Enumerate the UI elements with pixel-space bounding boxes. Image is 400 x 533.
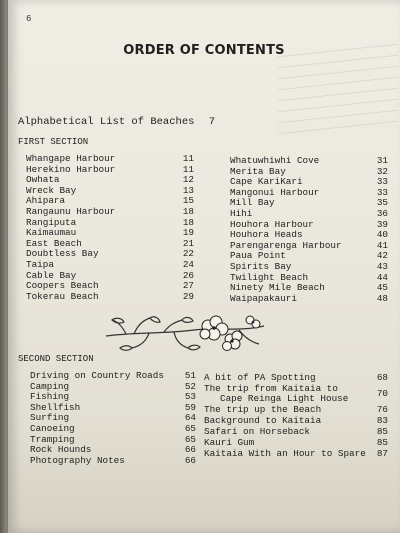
toc-entry-page: 39 xyxy=(376,218,388,230)
toc-entry-page: 36 xyxy=(376,208,388,219)
toc-entry-title: Driving on Country Roads xyxy=(30,370,164,381)
toc-entry-page: 66 xyxy=(184,444,196,456)
toc-entry-title: Kauri Gum xyxy=(204,437,255,448)
alphabetical-list-label: Alphabetical List of Beaches xyxy=(18,116,195,128)
toc-entry-title: Waipapakauri xyxy=(230,292,297,304)
toc-entry-title: Mill Bay xyxy=(230,197,275,209)
toc-entry-title: Paua Point xyxy=(230,250,286,262)
toc-entry-title: Cape Reinga Light House xyxy=(220,393,349,404)
toc-entry-title: Owhata xyxy=(26,174,60,186)
toc-entry-title: Doubtless Bay xyxy=(26,248,99,260)
toc-entry-title: Cape KariKari xyxy=(230,176,303,188)
toc-entry-page: 35 xyxy=(376,197,388,209)
toc-entry-page: 18 xyxy=(182,216,194,228)
toc-entry-title: Herekino Harbour xyxy=(26,163,116,175)
toc-entry-title: Ninety Mile Beach xyxy=(230,282,325,294)
page-number: 6 xyxy=(26,14,32,24)
toc-entry-page: 44 xyxy=(376,271,388,283)
toc-entry-title: Spirits Bay xyxy=(230,261,292,272)
page-title: ORDER OF CONTENTS xyxy=(123,43,285,58)
toc-entry-title: Camping xyxy=(30,380,70,392)
toc-entry-page: 64 xyxy=(184,412,196,424)
toc-entry-page: 45 xyxy=(376,282,388,294)
toc-entry-title: Tokerau Beach xyxy=(26,290,99,302)
toc-entry-title: Kaitaia With an Hour to Spare xyxy=(204,448,366,459)
toc-entry-page: 40 xyxy=(376,229,388,241)
toc-entry-title: Fishing xyxy=(30,391,70,403)
toc-entry-page: 76 xyxy=(376,404,388,415)
toc-entry-title: Surfing xyxy=(30,412,70,424)
toc-entry-page: 85 xyxy=(376,426,388,437)
toc-entry-page: 29 xyxy=(182,290,194,302)
toc-entry-title: Kaimaumau xyxy=(26,227,77,239)
toc-entry-title: Taipa xyxy=(26,259,54,270)
toc-entry-title: Whangape Harbour xyxy=(26,153,116,164)
toc-entry-page: 27 xyxy=(182,280,194,292)
toc-entry-title: Merita Bay xyxy=(230,165,286,177)
toc-entry-title: Tramping xyxy=(30,433,75,445)
toc-entry-page: 11 xyxy=(182,153,194,164)
floral-ornament xyxy=(104,312,274,358)
toc-entry-page: 87 xyxy=(376,448,388,459)
toc-entry-title: Mangonui Harbour xyxy=(230,186,320,198)
toc-entry-page: 13 xyxy=(182,184,194,196)
toc-entry-title: Safari on Horseback xyxy=(204,426,311,437)
toc-entry-title: The trip up the Beach xyxy=(204,404,322,415)
toc-entry-page: 68 xyxy=(376,372,388,383)
toc-entry-page: 32 xyxy=(376,165,388,177)
toc-entry-title: Rangiputa xyxy=(26,216,77,228)
toc-entry-page: 43 xyxy=(376,261,388,272)
alphabetical-list-entry xyxy=(18,116,215,128)
toc-entry-page: 85 xyxy=(376,437,388,448)
toc-entry-title: Shellfish xyxy=(30,401,81,413)
toc-entry-page: 66 xyxy=(184,454,196,466)
toc-entry-title: The trip from Kaitaia to xyxy=(204,383,338,394)
second-section-heading: SECOND SECTION xyxy=(18,354,94,364)
toc-entry-title: Photography Notes xyxy=(30,454,125,466)
toc-entry-title: Rock Hounds xyxy=(30,444,92,456)
toc-entry-title: Cable Bay xyxy=(26,269,77,281)
toc-entry-title: Parengarenga Harbour xyxy=(230,239,342,251)
toc-entry-page: 53 xyxy=(184,391,196,403)
toc-entry-title: Twilight Beach xyxy=(230,271,309,283)
book-page xyxy=(8,0,400,533)
toc-entry-page: 33 xyxy=(376,176,388,188)
toc-entry-page: 21 xyxy=(182,237,194,249)
toc-entry-page: 26 xyxy=(182,269,194,281)
toc-entry-title: Whatuwhiwhi Cove xyxy=(230,155,320,166)
alphabetical-list-page: 7 xyxy=(208,116,216,128)
toc-entry-page: 83 xyxy=(376,415,388,426)
toc-entry-title: A bit of PA Spotting xyxy=(204,372,316,383)
toc-entry-page: 15 xyxy=(182,195,194,207)
toc-entry-page: 70 xyxy=(376,388,388,399)
toc-entry-page: 22 xyxy=(182,248,194,260)
toc-entry-page: 59 xyxy=(184,401,196,413)
first-section-heading: FIRST SECTION xyxy=(18,137,89,147)
toc-entry-page: 41 xyxy=(376,239,388,251)
toc-entry-page: 24 xyxy=(182,259,194,270)
toc-entry-page: 65 xyxy=(184,423,196,434)
toc-entry-page: 33 xyxy=(376,186,388,198)
toc-entry-title: East Beach xyxy=(26,237,82,249)
toc-entry-title: Background to Kaitaia xyxy=(204,415,322,426)
toc-entry-title: Coopers Beach xyxy=(26,280,99,292)
toc-entry-page: 11 xyxy=(182,163,194,175)
toc-entry-page: 42 xyxy=(376,250,388,262)
toc-entry-page: 65 xyxy=(184,433,196,445)
toc-entry-title: Hihi xyxy=(230,208,253,219)
toc-entry-page: 19 xyxy=(182,227,194,239)
toc-entry-page: 48 xyxy=(376,292,388,304)
toc-entry-page: 18 xyxy=(182,206,194,217)
toc-entry-title: Rangaunu Harbour xyxy=(26,206,116,217)
toc-entry-title: Houhora Harbour xyxy=(230,218,314,230)
toc-entry-title: Ahipara xyxy=(26,195,66,207)
toc-entry-title: Canoeing xyxy=(30,423,75,434)
toc-entry-page: 52 xyxy=(184,380,196,392)
toc-entry-title: Houhora Heads xyxy=(230,229,303,241)
toc-entry-page: 12 xyxy=(182,174,194,186)
toc-entry-page: 31 xyxy=(376,155,388,166)
toc-entry-title: Wreck Bay xyxy=(26,184,77,196)
toc-entry-page: 51 xyxy=(184,370,196,381)
